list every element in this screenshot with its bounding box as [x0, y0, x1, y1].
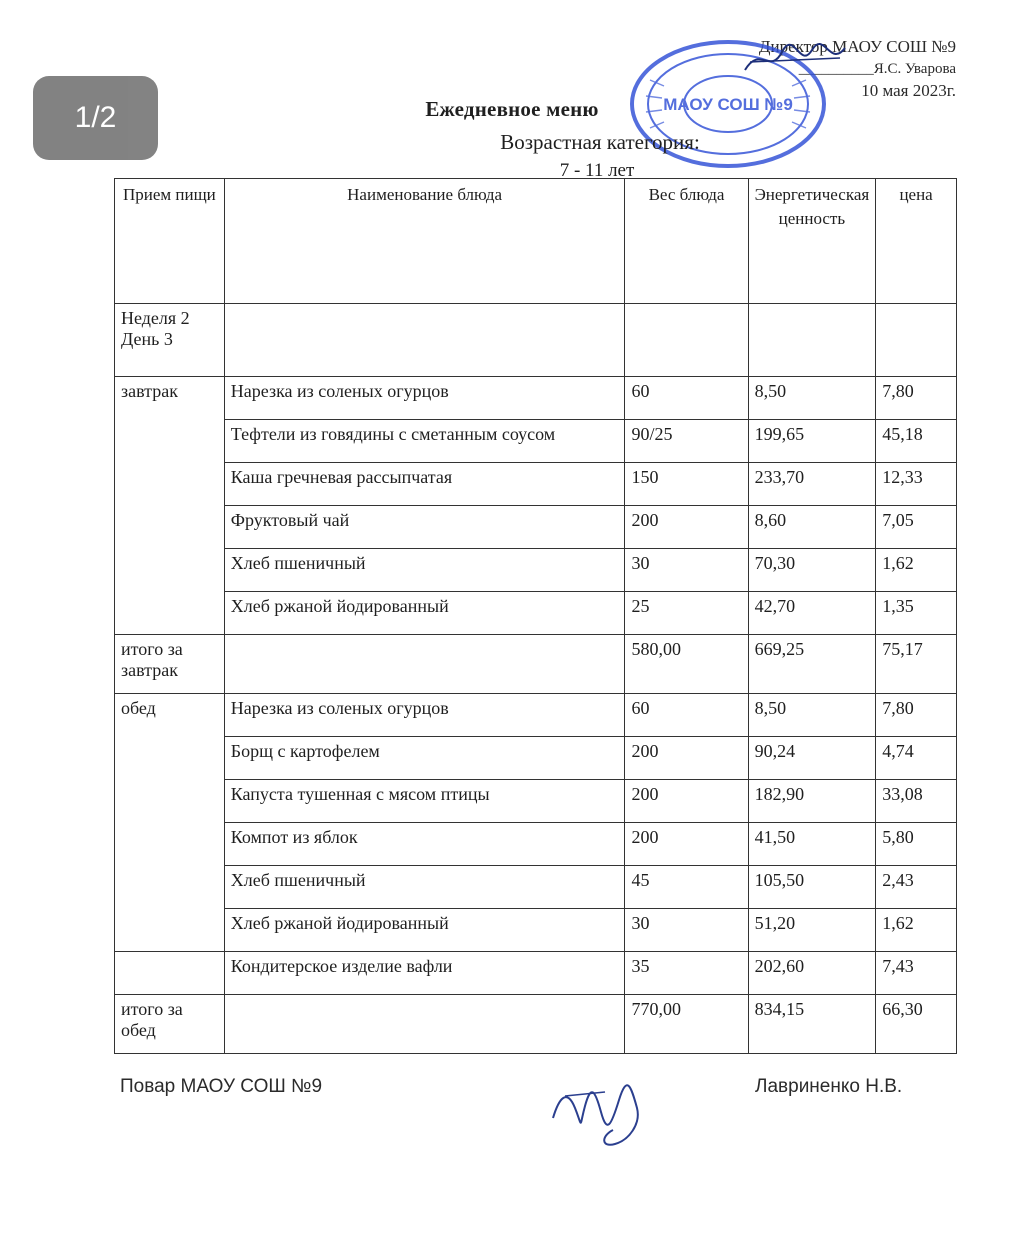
dish-name: Тефтели из говядины с сметанным соусом — [224, 420, 625, 463]
dish-energy: 70,30 — [748, 549, 876, 592]
table-row — [115, 463, 957, 506]
header-price: цена — [876, 179, 957, 304]
dish-energy: 41,50 — [748, 823, 876, 866]
dish-weight: 90/25 — [625, 420, 748, 463]
total-label: итого за завтрак — [115, 635, 225, 694]
cook-title: Повар МАОУ СОШ №9 — [120, 1076, 323, 1097]
dish-weight: 200 — [625, 737, 748, 780]
table-row — [115, 694, 957, 737]
dish-name: Борщ с картофелем — [224, 737, 625, 780]
dish-weight: 45 — [625, 866, 748, 909]
dish-price: 7,80 — [876, 377, 957, 420]
header-dish: Наименование блюда — [224, 179, 625, 304]
dish-weight: 25 — [625, 592, 748, 635]
table-row — [115, 592, 957, 635]
dish-price: 1,62 — [876, 549, 957, 592]
dish-energy: 233,70 — [748, 463, 876, 506]
dish-energy: 199,65 — [748, 420, 876, 463]
table-row — [115, 780, 957, 823]
page-counter: 1/2 — [33, 76, 158, 160]
menu-table — [114, 178, 957, 1054]
dish-price: 4,74 — [876, 737, 957, 780]
dish-price: 7,05 — [876, 506, 957, 549]
dish-price: 33,08 — [876, 780, 957, 823]
dish-name: Фруктовый чай — [224, 506, 625, 549]
week-day-label: Неделя 2 День 3 — [115, 304, 225, 377]
dish-weight: 150 — [625, 463, 748, 506]
dish-name: Хлеб пшеничный — [224, 549, 625, 592]
dish-price: 45,18 — [876, 420, 957, 463]
dish-name: Хлеб пшеничный — [224, 866, 625, 909]
table-row — [115, 420, 957, 463]
dish-weight: 35 — [625, 952, 748, 995]
dish-energy: 105,50 — [748, 866, 876, 909]
document-title: Ежедневное меню — [425, 97, 599, 121]
dish-energy: 8,50 — [748, 377, 876, 420]
cook-signature — [545, 1078, 655, 1150]
total-energy: 834,15 — [748, 995, 876, 1054]
meal-label-lunch: обед — [115, 694, 225, 952]
dish-name: Компот из яблок — [224, 823, 625, 866]
dish-energy: 42,70 — [748, 592, 876, 635]
dish-price: 7,80 — [876, 694, 957, 737]
dish-energy: 8,50 — [748, 694, 876, 737]
dish-weight: 200 — [625, 506, 748, 549]
table-row — [115, 866, 957, 909]
total-price: 66,30 — [876, 995, 957, 1054]
week-day-row — [115, 304, 957, 377]
total-weight: 580,00 — [625, 635, 748, 694]
dish-price: 1,35 — [876, 592, 957, 635]
approval-date: 10 мая 2023г. — [861, 81, 956, 100]
total-weight: 770,00 — [625, 995, 748, 1054]
table-row — [115, 549, 957, 592]
table-row — [115, 377, 957, 420]
dish-name: Хлеб ржаной йодированный — [224, 592, 625, 635]
meal-label-breakfast: завтрак — [115, 377, 225, 635]
dish-name: Кондитерское изделие вафли — [224, 952, 625, 995]
dish-weight: 60 — [625, 377, 748, 420]
director-signature — [740, 40, 850, 80]
dish-weight: 200 — [625, 780, 748, 823]
header-meal: Прием пищи — [115, 179, 225, 304]
dish-name: Нарезка из соленых огурцов — [224, 377, 625, 420]
header-weight: Вес блюда — [625, 179, 748, 304]
total-label: итого за обед — [115, 995, 225, 1054]
total-price: 75,17 — [876, 635, 957, 694]
age-range: 7 - 11 лет — [559, 160, 635, 181]
approval-signature-line: __________Я.С. Уварова — [798, 61, 956, 77]
table-header-row — [115, 179, 957, 304]
dish-name: Капуста тушенная с мясом птицы — [224, 780, 625, 823]
dish-energy: 51,20 — [748, 909, 876, 952]
dish-weight: 30 — [625, 909, 748, 952]
dish-price: 2,43 — [876, 866, 957, 909]
table-row — [115, 823, 957, 866]
table-row — [115, 506, 957, 549]
cook-name: Лавриненко Н.В. — [755, 1076, 903, 1097]
dish-price: 12,33 — [876, 463, 957, 506]
dish-price: 1,62 — [876, 909, 957, 952]
header-energy: Энергетическая ценность — [748, 179, 876, 304]
dish-price: 5,80 — [876, 823, 957, 866]
dish-energy: 202,60 — [748, 952, 876, 995]
table-row — [115, 952, 957, 995]
table-row — [115, 737, 957, 780]
age-category-label: Возрастная категория: — [500, 130, 700, 154]
dish-energy: 90,24 — [748, 737, 876, 780]
total-energy: 669,25 — [748, 635, 876, 694]
dish-weight: 60 — [625, 694, 748, 737]
stamp-text: МАОУ СОШ №9 — [663, 95, 793, 114]
dish-weight: 30 — [625, 549, 748, 592]
dish-energy: 182,90 — [748, 780, 876, 823]
dish-name: Нарезка из соленых огурцов — [224, 694, 625, 737]
table-row — [115, 909, 957, 952]
lunch-total-row — [115, 995, 957, 1054]
dish-name: Хлеб ржаной йодированный — [224, 909, 625, 952]
dish-price: 7,43 — [876, 952, 957, 995]
dish-energy: 8,60 — [748, 506, 876, 549]
dish-name: Каша гречневая рассыпчатая — [224, 463, 625, 506]
approval-director: Директор МАОУ СОШ №9 — [758, 37, 956, 56]
breakfast-total-row — [115, 635, 957, 694]
dish-weight: 200 — [625, 823, 748, 866]
